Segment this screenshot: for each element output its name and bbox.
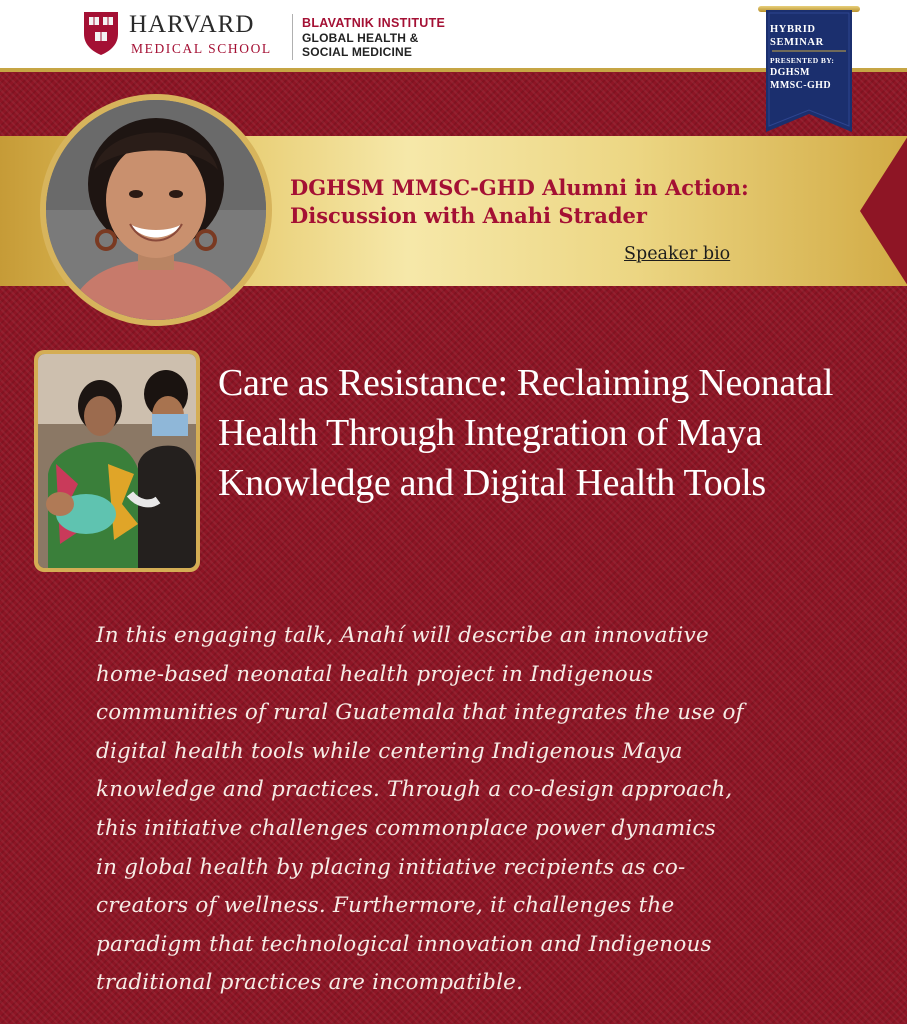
abstract-line: traditional practices are incompatible.	[96, 970, 524, 996]
banner-org-1: DGHSM	[770, 67, 810, 78]
medical-school-label: MEDICAL SCHOOL	[131, 41, 272, 56]
project-photo	[38, 354, 196, 568]
speaker-portrait-image	[46, 100, 266, 320]
banner-org-2: MMSC-GHD	[770, 80, 831, 91]
harvard-shield-icon	[82, 10, 120, 56]
event-title	[290, 174, 850, 230]
talk-abstract	[96, 617, 836, 1003]
project-photo-image	[38, 354, 196, 568]
talk-title: Care as Resistance: Reclaiming Neonatal Health Through Integration of Maya Knowledge and Digital Health Tools	[218, 362, 834, 504]
abstract-line: this initiative challenges commonplace power dynamics	[96, 815, 716, 841]
abstract-line: paradigm that technological innovation and Indigenous	[96, 931, 712, 957]
abstract-line: communities of rural Guatemala that integrates the use of	[96, 700, 744, 726]
banner-presented-by: PRESENTED BY:	[770, 56, 835, 65]
event-title-line-2: Discussion with Anahi Strader	[290, 203, 647, 228]
harvard-wordmark: HARVARD	[129, 11, 255, 38]
speaker-portrait	[46, 100, 266, 320]
department-line-2: SOCIAL MEDICINE	[302, 45, 413, 59]
abstract-line: In this engaging talk, Anahí will describe an innovative	[96, 623, 709, 648]
title-band-notch	[860, 136, 907, 286]
abstract-line: home-based neonatal health project in Indigenous	[96, 661, 654, 687]
banner-seminar: SEMINAR	[770, 37, 824, 48]
header-divider	[292, 14, 293, 60]
abstract-line: creators of wellness. Furthermore, it challenges the	[96, 893, 675, 919]
abstract-line: knowledge and practices. Through a co-design approach,	[96, 777, 733, 803]
speaker-bio-link[interactable]: Speaker bio	[624, 244, 731, 264]
abstract-line: digital health tools while centering Indigenous Maya	[96, 738, 683, 764]
event-title-line-1: DGHSM MMSC-GHD Alumni in Action:	[290, 175, 749, 200]
abstract-line: in global health by placing initiative recipients as co-	[96, 854, 686, 880]
institute-name: BLAVATNIK INSTITUTE	[302, 16, 446, 30]
banner-hybrid: HYBRID	[770, 24, 816, 35]
department-line-1: GLOBAL HEALTH &	[302, 31, 419, 45]
